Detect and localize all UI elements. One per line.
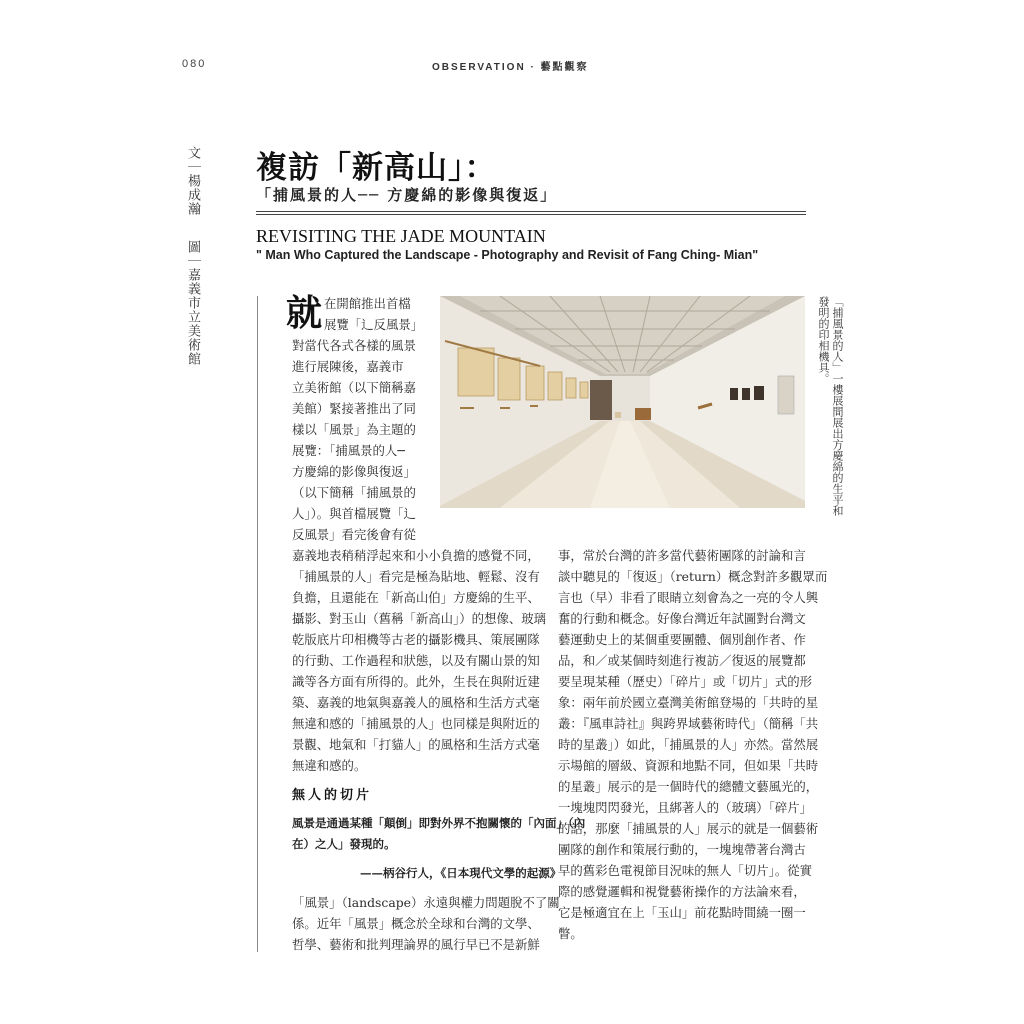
body-line: 無違和感的「捕風景的人」也同樣是與附近的 [292, 716, 540, 731]
epigraph-line: 風景是通過某種「顛倒」即對外界不抱關懷的「內面」（內 [292, 816, 586, 830]
body-line: 識等各方面有所得的。此外，生長在與附近建 [292, 674, 540, 689]
body-line: 藝運動史上的某個重要團體、個別創作者、作 [558, 632, 806, 647]
intro-line: 展覽：「捕風景的人─ [292, 443, 405, 458]
body-line: 團隊的創作和策展行動的，一塊塊帶著台灣古 [558, 842, 806, 857]
body-line: 時的星叢」）如此，「捕風景的人」亦然。當然展 [558, 737, 819, 752]
intro-line: 樣以「風景」為主題的 [292, 422, 416, 437]
body-line: 「風景」（landscape）永遠與權力問題脫不了關 [292, 895, 560, 910]
body-line: 談中聽見的「復返」（return）概念對許多觀眾而 [558, 569, 828, 584]
body-line: 無違和感的。 [292, 758, 367, 773]
body-line: 瞥。 [558, 926, 583, 941]
body-line: 築、嘉義的地氣與嘉義人的風格和生活方式毫 [292, 695, 540, 710]
body-line: 它是極適宜在上「玉山」前花點時間繞一圈一 [558, 905, 806, 920]
body-line: 品，和／或某個時刻進行複訪／復返的展覽都 [558, 653, 806, 668]
section-heading: 無人的切片 [292, 788, 373, 803]
gallery-photo [440, 296, 805, 508]
body-line: 嘉義地表稍稍浮起來和小小負擔的感覺不同， [292, 548, 540, 563]
author-credit: 文｜楊成瀚 [185, 146, 200, 216]
intro-line: 進行展陳後，嘉義市 [292, 359, 404, 374]
column-rule [257, 296, 258, 952]
byline-spacer [185, 221, 200, 235]
epigraph-source: ——柄谷行人，《日本現代文學的起源》 [360, 866, 562, 880]
body-line: 景觀、地氣和「打貓人」的風格和生活方式毫 [292, 737, 540, 752]
body-line: 言也（早）非看了眼睛立刻會為之一亮的令人興 [558, 590, 819, 605]
intro-line: （以下簡稱「捕風景的 [292, 485, 416, 500]
intro-line: 美館）緊接著推出了同 [292, 401, 416, 416]
body-line: 要呈現某種（歷史）「碎片」或「切片」式的形 [558, 674, 813, 689]
body-line: 的行動、工作過程和狀態，以及有關山景的知 [292, 653, 540, 668]
gallery-illustration [440, 296, 805, 508]
intro-line: 人」）。與首檔展覽「辶 [292, 506, 416, 521]
body-line: 係。近年「風景」概念於全球和台灣的文學、 [292, 916, 540, 931]
body-line: 乾版底片印相機等古老的攝影機具、策展團隊 [292, 632, 540, 647]
article-subtitle-en: " Man Who Captured the Landscape - Photography and Revisit of Fang Ching- Mian" [256, 248, 759, 262]
epigraph-line: 在）之人」發現的。 [292, 837, 396, 851]
intro-line: 展覽「辶反風景」 [324, 317, 424, 332]
intro-line: 反風景」看完後會有從 [292, 527, 416, 542]
body-line: 的話，那麼「捕風景的人」展示的就是一個藝術 [558, 821, 819, 836]
body-line: 際的感覺邏輯和視覺藝術操作的方法論來看， [558, 884, 806, 899]
section-header: OBSERVATION · 藝點觀察 [432, 62, 589, 73]
body-line: 奮的行動和概念。好像台灣近年試圖對台灣文 [558, 611, 806, 626]
body-line: 一塊塊閃閃發光，且綁著人的（玻璃）「碎片」 [558, 800, 813, 815]
intro-line: 立美術館（以下簡稱嘉 [292, 380, 416, 395]
body-line: 早的舊彩色電視節目況味的無人「切片」。從實 [558, 863, 813, 878]
body-line: 攝影、對玉山（舊稱「新高山」）的想像、玻璃 [292, 611, 547, 626]
article-title-en: REVISITING THE JADE MOUNTAIN [256, 226, 546, 246]
body-line: 哲學、藝術和批判理論界的風行早已不是新鮮 [292, 937, 540, 952]
page-number: 080 [182, 58, 207, 70]
photo-caption: 「捕風景的人」一樓展間展出方慶綿的生平和發明的印相機具。 [817, 296, 844, 516]
intro-line: 在開館推出首檔 [324, 296, 411, 311]
body-line: 事，常於台灣的許多當代藝術團隊的討論和言 [558, 548, 806, 563]
intro-line: 方慶綿的影像與復返」 [292, 464, 416, 479]
article-title: 複訪「新高山」： [256, 150, 497, 186]
article-subtitle: 「捕風景的人── 方慶綿的影像與復返」 [256, 186, 558, 204]
drop-cap: 就 [286, 293, 323, 334]
image-credit: 圖｜嘉義市立美術館 [185, 240, 200, 367]
body-line: 象：兩年前於國立臺灣美術館登場的「共時的星 [558, 695, 819, 710]
body-line: 負擔，且還能在「新高山伯」方慶綿的生平、 [292, 590, 540, 605]
body-line: 「捕風景的人」看完是極為貼地、輕鬆、沒有 [292, 569, 540, 584]
body-line: 叢：『風車詩社』與跨界域藝術時代」（簡稱「共 [558, 716, 819, 731]
body-line: 示場館的層級、資源和地點不同，但如果「共時 [558, 758, 819, 773]
body-line: 的星叢」展示的是一個時代的總體文藝風光的， [558, 779, 819, 794]
title-divider [256, 211, 806, 215]
intro-line: 對當代各式各樣的風景 [292, 338, 416, 353]
byline [180, 146, 200, 366]
